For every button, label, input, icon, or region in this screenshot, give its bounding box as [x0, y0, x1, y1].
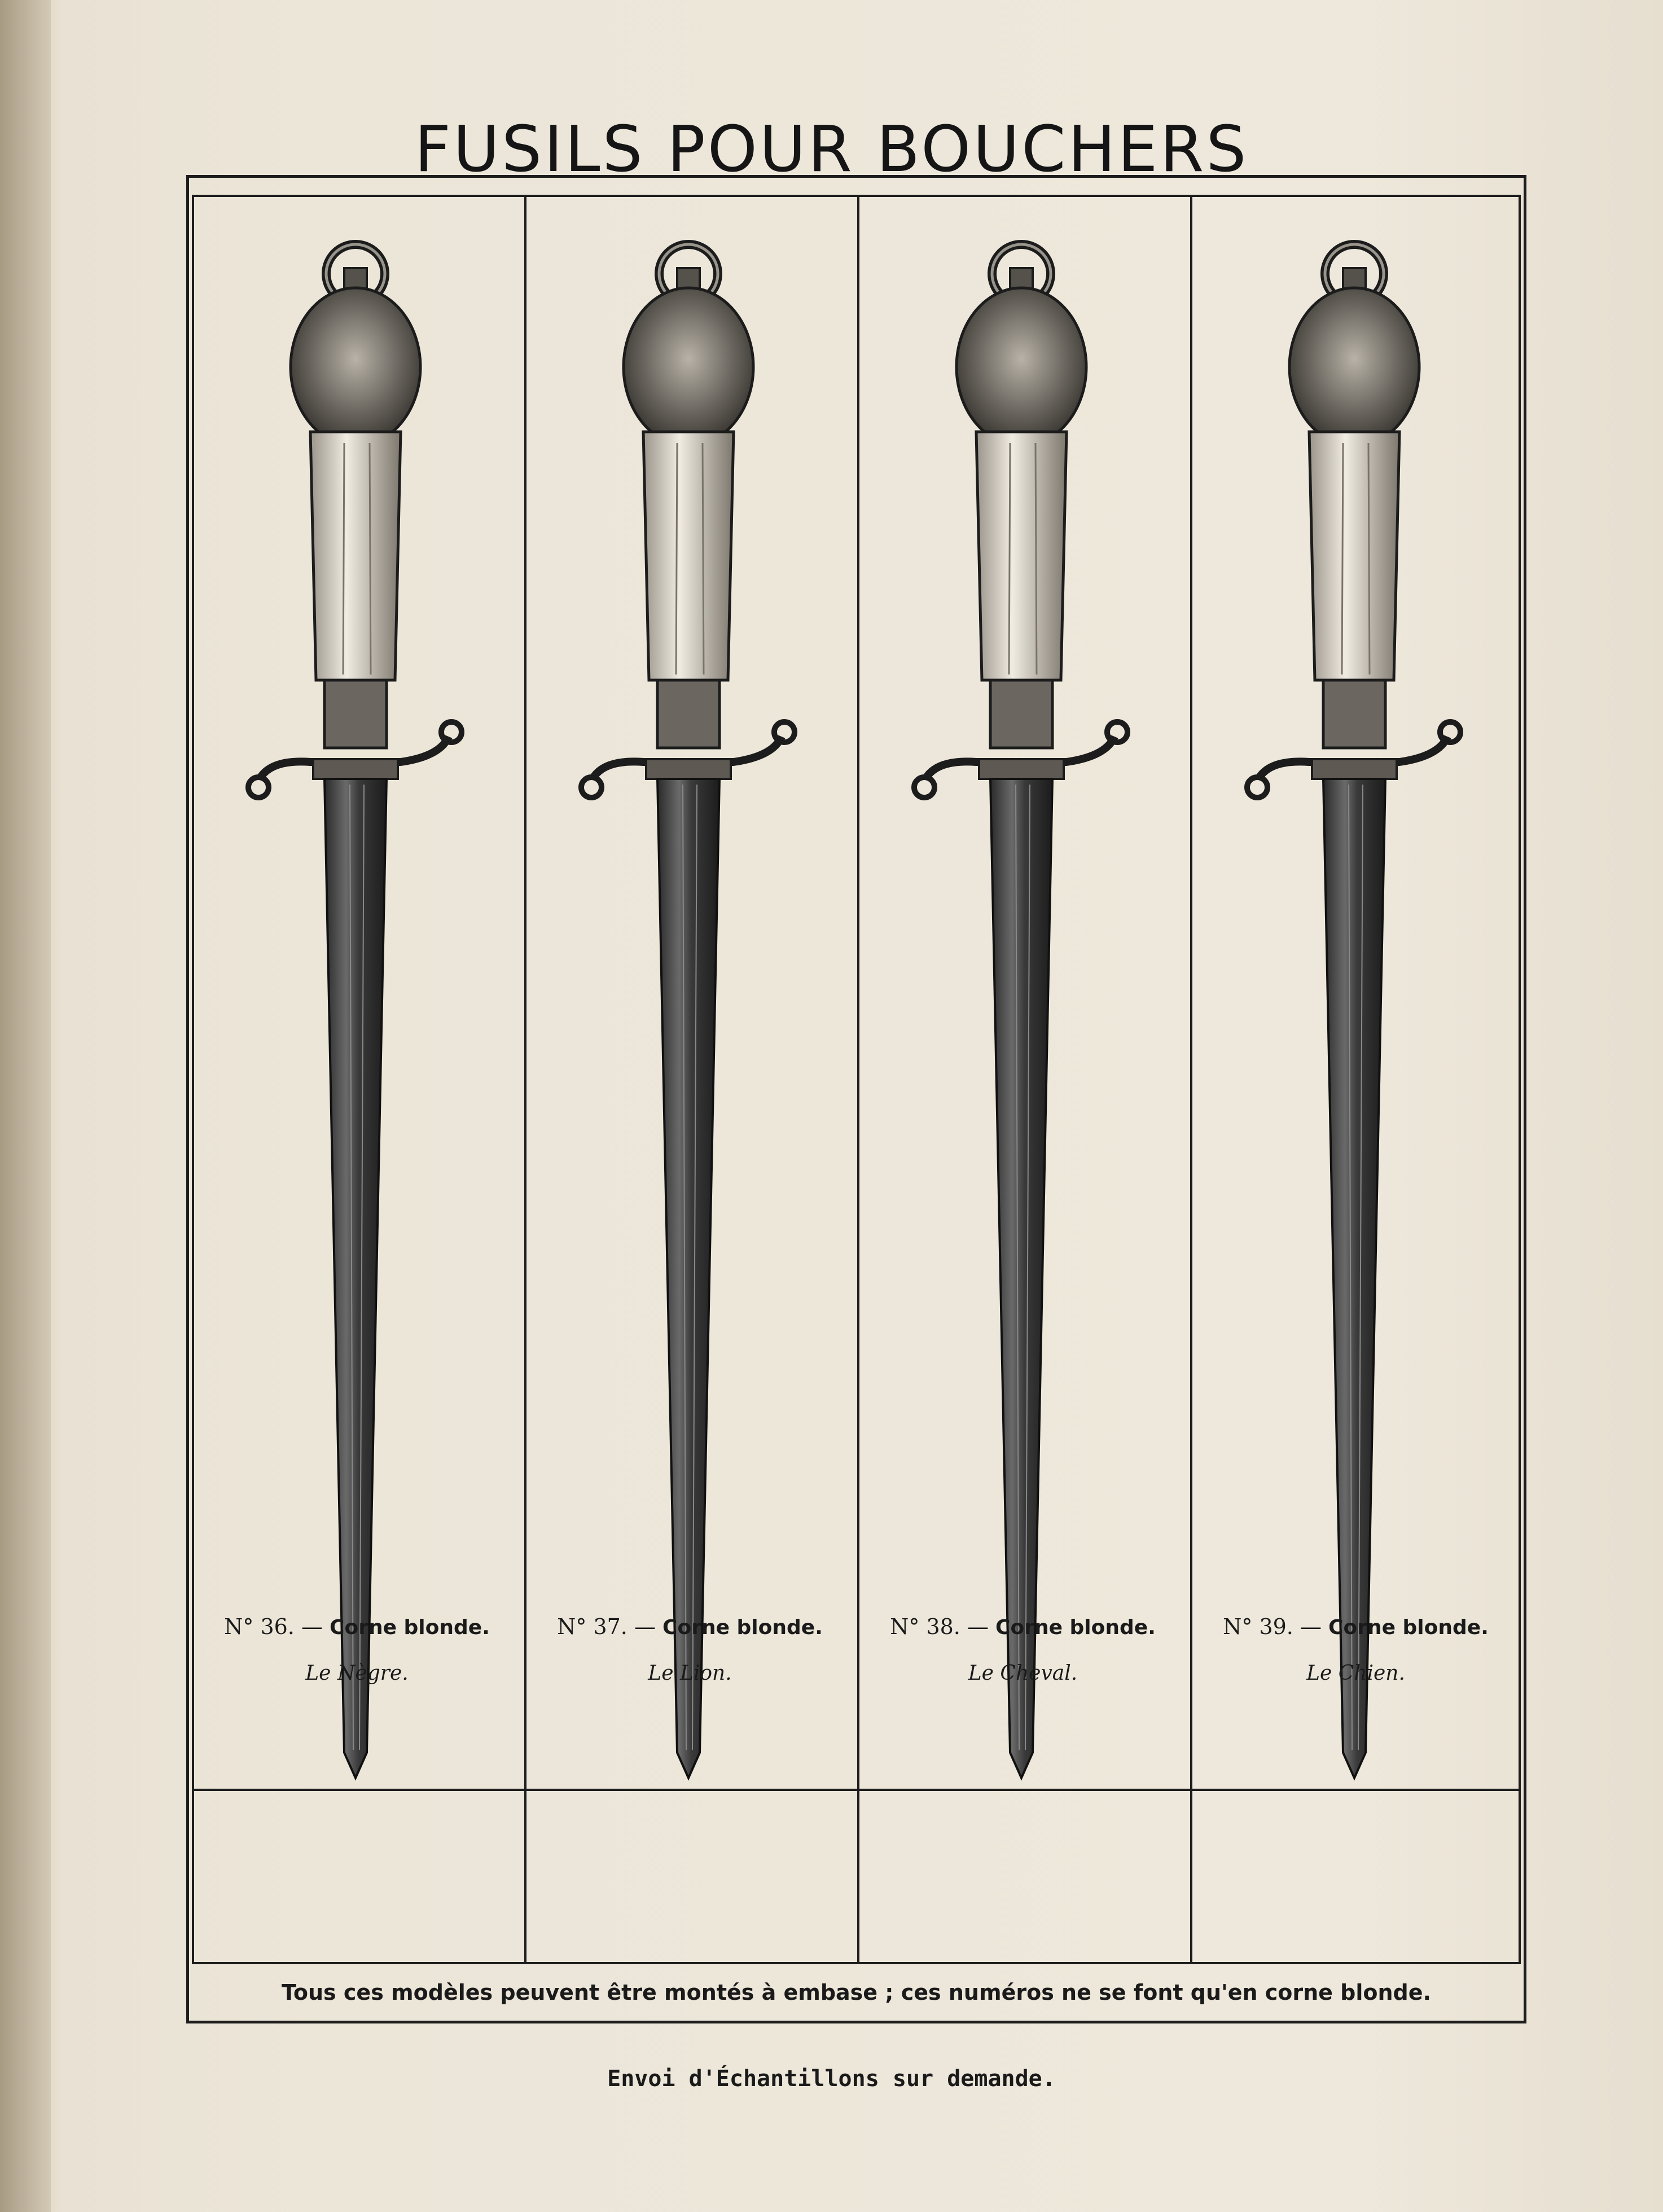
item-name: Le Lion.	[648, 1662, 732, 1685]
item-number: N° 38. —	[890, 1614, 989, 1639]
item-number: N° 39. —	[1223, 1614, 1322, 1639]
item-caption-38	[858, 1597, 1188, 1693]
item-name: Le Nègre.	[305, 1662, 409, 1685]
item-name: Le Chien.	[1306, 1662, 1405, 1685]
item-caption-37	[525, 1597, 855, 1693]
steel-horse-head	[914, 244, 1127, 1778]
steel-human-head	[248, 244, 462, 1778]
sharpening-steels-illustration	[192, 195, 1521, 1786]
item-caption-36	[192, 1597, 522, 1693]
models-note: Tous ces modèles peuvent être montés à embase ; ces numéros ne se font qu'en corne blonde.	[282, 1980, 1431, 2005]
item-material: Corne blonde.	[995, 1616, 1156, 1639]
item-number: N° 36. —	[224, 1614, 323, 1639]
item-material: Corne blonde.	[662, 1616, 823, 1639]
item-number: N° 37. —	[557, 1614, 656, 1639]
row-divider	[194, 1789, 1519, 1791]
steel-lion-head	[581, 244, 795, 1778]
item-caption-39	[1191, 1597, 1521, 1693]
page-title: FUSILS POUR BOUCHERS	[414, 113, 1249, 186]
steel-dog-head	[1247, 244, 1460, 1778]
item-material: Corne blonde.	[330, 1616, 490, 1639]
binding-gutter	[0, 0, 51, 2212]
item-name: Le Cheval.	[968, 1662, 1078, 1685]
samples-footer: Envoi d'Échantillons sur demande.	[607, 2066, 1056, 2092]
item-material: Corne blonde.	[1328, 1616, 1489, 1639]
